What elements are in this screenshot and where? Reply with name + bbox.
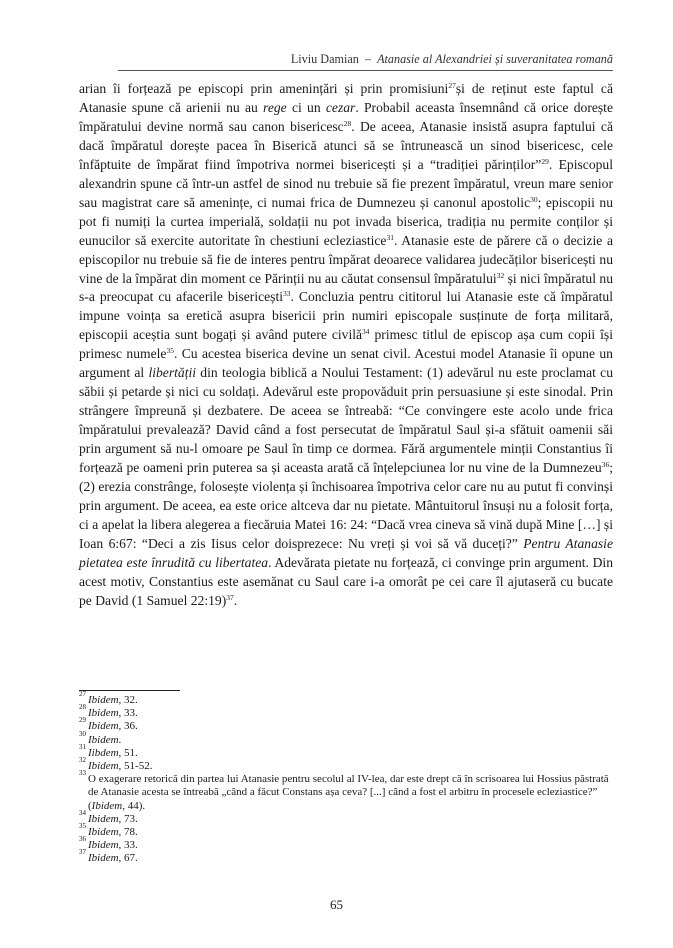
- footnote-33: 33 O exagerare retorică din partea lui Atanasie pentru secolul al IV-lea, dar este drept că în scrisoarea lui Hossius păstrată de Atanasie acesta se întreabă „când a făcut Constans așa ceva? [...] când a fost el arbitru în procesele ecleziastice?” (Ibidem, 44).: [79, 769, 609, 812]
- footnote-34: 34 Ibidem, 73.: [79, 808, 138, 825]
- running-header: [291, 52, 613, 67]
- footnote-rule: [79, 690, 180, 691]
- footnote-29: 29 Ibidem, 36.: [79, 716, 138, 733]
- header-author: Liviu Damian: [290, 52, 359, 66]
- footnote-36: 36 Ibidem, 33.: [79, 835, 138, 852]
- footnote-ref-32[interactable]: 32: [496, 270, 505, 280]
- footnote-ref-28[interactable]: 28: [343, 118, 352, 128]
- page-number: 65: [330, 897, 343, 912]
- footnote-27: 27 Ibidem, 32.: [79, 690, 138, 706]
- footnote-ref-35[interactable]: 35: [166, 346, 174, 356]
- footnote-ref-33[interactable]: 33: [283, 289, 291, 299]
- body-text: [79, 80, 613, 611]
- footnote-ref-27[interactable]: 27: [448, 81, 456, 90]
- footnote-ref-34[interactable]: 34: [362, 327, 370, 337]
- footnote-30: 30 Ibidem.: [79, 729, 122, 746]
- footnote-32: 32 Ibidem, 51-52.: [79, 756, 153, 773]
- footnote-ref-29[interactable]: 29: [541, 156, 549, 166]
- footnote-ref-37[interactable]: 37: [226, 592, 234, 602]
- header-rule: [118, 70, 613, 71]
- footnotes: [79, 690, 613, 866]
- footnote-ref-36[interactable]: 36: [601, 460, 610, 470]
- footnote-35: 35 Ibidem, 78.: [79, 822, 138, 839]
- main-paragraph: arian îi forțează pe episcopi prin amenințări și prin promisiuni$^{27}$și de reținut este faptul că Atanasie spune că arienii nu au rege ci un cezar. Probabil aceasta însemnând că orice dorește împăratului devine normă sau canon bisericesc$^{28}$. De aceea, Atanasie insistă asupra faptului că dacă împăratul dorește pacea în Biserică atunci să se întrunească un sinod bisericesc, cele înfăptuite de împărat fiind împotriva normei bisericești și a “tradiției părinților”$^{29}$. Episcopul alexandrin spune că într-un astfel de sinod nu trebuie să fie prezent împăratul, vreun mare senior sau magistrat care să amenințe, ci numai frica de Dumnezeu și canonul apostolic$^{30}$; episcopii nu pot fi numiți la curtea imperială, soldații nu pot invada biserica, tradiția nu permite conților și eunucilor să exercite autoritate în chestiuni ecleziastice$^{31}$. Atanasie este de părere că o decizie a episcopilor nu trebuie să fie de interes pentru împărat deoarece validarea judecăților bisericești nu vine de la împărat din moment ce Părinții nu au căutat consensul împăratului$^{32}$ și nici împăratul nu s-a preocupat cu afacerile bisericești$^{33}$. Concluzia pentru cititorul lui Atanasie este că împăratul impune voința sa eretică asupra bisericii prin numiri episcopale susținute de forța militară, episcopii aceștia sunt bogați și având putere civilă$^{34}$ primesc titlul de episcop așa cum copii își primesc numele$^{35}$. Cu acestea biserica devine un senat civil. Acestui model Atanasie îi opune un argument al libertății din teologia biblică a Noului Testament: (1) adevărul nu este proclamat cu săbii și petarde și nici cu soldați. Adevărul este propovăduit prin persuasiune și este sinodal. Prin strângere împreună și dezbatere. De aceea se întreabă: “Ce convingere este acolo unde frica împăratului prevalează? David când a fost persecutat de împăratul Saul și-a sfătuit oamenii săi prin argument să nu-l omoare pe Saul în timp ce dormea. Fără argumentele minții Constantius îi forțează pe oameni prin puterea sa și aceasta arată că înțelepciunea lor nu vine de la Dumnezeu$^{36}$; (2) erezia constrânge, folosește violența și închisoarea împotriva celor care nu au putut fi convinși prin argument. De aceea, ea este orice altceva dar nu pietate. Mântuitorul însuși nu a folosit forța, ci a apelat la libera alegerea a fiecăruia Matei 16: 24: “Dacă vrea cineva să vină după Mine […] și Ioan 6:67: “Deci a zis Iisus celor doisprezece: Nu vreți și voi să vă duceți?” Pentru Atanasie pietatea este înrudită cu libertatea. Adevărata pietate nu forțează, ci convinge prin argument. Din acest motiv, Constantius este asemănat cu Saul care i-a omorât pe cei care îl ajutaseră cu bucate pe David (1 Samuel 22:19)$^{37}$.: [79, 81, 614, 608]
- footnote-ref-31[interactable]: 31: [386, 232, 394, 242]
- footnote-31: 31 Iibdem, 51.: [79, 742, 138, 759]
- footnote-37: 37 Ibidem, 67.: [79, 848, 138, 865]
- footnote-ref-30[interactable]: 30: [530, 194, 538, 204]
- header-separator: –: [364, 52, 372, 66]
- header-title: Atanasie al Alexandriei și suveranitatea romană: [377, 52, 613, 66]
- footnote-28: 28 Ibidem, 33.: [79, 703, 138, 720]
